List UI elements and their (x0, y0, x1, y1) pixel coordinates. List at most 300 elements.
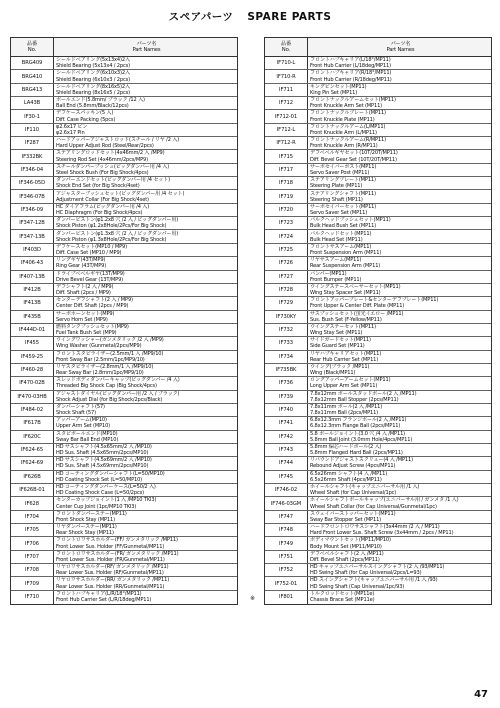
part-name (54, 351, 237, 363)
part-name-jp: ホイールシャフト(キャップユニバーサル用 /1 入) (310, 484, 420, 491)
table-row (11, 150, 237, 163)
part-name-en: Ball End (5.8mm/Black/12pcs) (56, 103, 129, 110)
part-name (308, 511, 491, 523)
part-name (308, 57, 491, 69)
part-name-jp: センターデフシャフト(2 入 / MP9) (56, 297, 133, 304)
part-name-en: Bulk Head Bush Set (MP11) (310, 223, 377, 230)
part-name (308, 431, 491, 443)
part-name-en: Chassis Brace Set (MP11e) (310, 597, 375, 604)
part-name (54, 217, 237, 229)
part-number: IF729 (265, 297, 308, 309)
table-row (265, 70, 491, 83)
rows-right (265, 57, 491, 604)
part-name-en: Sway Bar Stopper Set (MP11) (310, 516, 382, 523)
part-name-en: Front Knuckle Arm (R/MP11) (310, 143, 378, 150)
part-name-jp: ダンパーシャフト(57) (56, 404, 105, 411)
part-number: IF460-28 (11, 364, 54, 376)
part-number: IF735BK (265, 364, 308, 376)
part-name-jp: フロントナックルアームセット(MP11) (310, 97, 396, 104)
part-name (308, 524, 491, 536)
part-name-jp: サーボセイバーポスト(MP11) (310, 163, 377, 170)
table-row (11, 391, 237, 404)
part-number: IF741 (265, 417, 308, 429)
part-number: IF742 (265, 431, 308, 443)
table-row (265, 204, 491, 217)
part-number: IF705 (11, 524, 54, 536)
part-name-jp: リングギヤ(43T/MP9) (56, 257, 106, 264)
part-number: IF707 (11, 551, 54, 563)
part-name (54, 524, 237, 536)
part-name-jp: ダンパーピストン(φ1.3x8 穴 /2 入 / ビッグダンパー用) (56, 230, 179, 237)
table-row (265, 150, 491, 163)
header-no (11, 38, 54, 56)
part-name-en: Sus. Bush Set (F-Yellow/MP11) (310, 316, 382, 323)
table-row (11, 364, 237, 377)
header-name-jp: パーツ名 (136, 40, 157, 47)
part-name (54, 177, 237, 189)
part-name (308, 551, 491, 563)
table-row (11, 110, 237, 123)
part-name-en: Steering Plate (MP11) (310, 183, 363, 190)
part-number: IF710 (11, 591, 54, 604)
part-name-en: Front Shock Stay (MP11) (56, 516, 115, 523)
table-row (265, 337, 491, 350)
part-name-jp: ステアリングプレート(MP11) (310, 177, 376, 184)
part-name-jp: センターカップジョイント(1 入 /MP10 TKI3) (56, 497, 157, 504)
table-row (11, 284, 237, 297)
part-name-jp: サーボセイバーセット(MP11) (310, 203, 377, 210)
page-title (0, 9, 500, 24)
part-name-en: Wing Washer (Gunmetal/2pcs/MP9) (56, 343, 142, 350)
part-number: IF734 (265, 351, 308, 363)
part-name-jp: フロントナックルアーム(R/MP11) (310, 137, 386, 144)
part-name (308, 84, 491, 96)
table-row (265, 110, 491, 123)
table-row (11, 164, 237, 177)
part-name (308, 271, 491, 283)
table-row (11, 337, 237, 350)
part-number: IF719 (265, 190, 308, 202)
part-name-jp: フロントスタビライザー(2.5mm/1 入 /MP9/10) (56, 350, 164, 357)
part-name-en: HD Swing Shaft (for Cap Universal/2pcs/L=93) (310, 570, 422, 577)
part-name-jp: HD コーティングダンパーシャフト(L=50/MP10) (56, 470, 165, 477)
part-name (54, 271, 237, 283)
table-row (265, 364, 491, 377)
part-name (54, 417, 237, 429)
part-name-jp: フロントナックルプレート(MP11) (310, 110, 386, 117)
part-name (308, 564, 491, 576)
part-number: IF744 (265, 457, 308, 469)
part-name (54, 404, 237, 416)
part-number: IF710-R (265, 70, 308, 82)
part-name (54, 431, 237, 443)
part-name-en: Shock End Set (for Big Shock/4set) (56, 183, 140, 190)
part-number: IF725 (265, 244, 308, 256)
part-name (308, 591, 491, 604)
part-number: IF746-02 (265, 484, 308, 496)
part-number: IF706 (11, 537, 54, 549)
part-name-en: Shield Bearing (5x13x4 / 2pcs) (56, 63, 130, 70)
part-name (308, 230, 491, 242)
part-number: BRG409 (11, 57, 54, 69)
part-name (54, 497, 237, 509)
part-number: IF711 (265, 84, 308, 96)
table-row (265, 537, 491, 550)
part-name-jp: ボールエンド(5.8mm/ ブラック /12 入) (56, 97, 145, 104)
part-name (308, 110, 491, 122)
table-row (11, 324, 237, 337)
part-name (308, 217, 491, 229)
part-name-jp: デフベベルシャフト(2 入 /MP11) (310, 550, 384, 557)
part-number: IF332BK (11, 150, 54, 162)
part-name-en: Hard Upper Adjust Rod (Steel/Rear/2pcs) (56, 143, 154, 150)
part-name-en: Sway Bar Ball End (MP10) (56, 436, 119, 443)
part-number: IF743 (265, 444, 308, 456)
part-number: IF749 (265, 537, 308, 549)
part-name-jp: デフシャフト(2 入 / MP9) (56, 283, 114, 290)
table-row (11, 137, 237, 150)
part-name-en: Front Hub Carrier Set (L/R/18deg/MP11) (56, 597, 152, 604)
part-number: IF347-12B (11, 217, 54, 229)
part-number: IF718 (265, 177, 308, 189)
part-name-jp: フロントロワサスホルダー(FF/ ガンメタリック /MP11) (56, 537, 178, 544)
part-name-en: Servo Saver Set (MP11) (310, 209, 368, 216)
part-name-jp: フロントハブキャリア(L/18°/MP11) (310, 57, 391, 64)
table-row (11, 124, 237, 137)
part-name-jp: ボディマウントセット(MP11/MP10) (310, 537, 391, 544)
part-name (308, 417, 491, 429)
part-name-en: Shock Shaft (57) (56, 410, 96, 417)
part-name-en: Front Hub Carrier (L/18deg/MP11) (310, 63, 391, 70)
part-name-en: HD Sus. Shaft (4.5x69mm/2pcs/MP10) (56, 463, 149, 470)
table-header (265, 38, 491, 57)
part-name-jp: アジャストダイヤル(ビッグダンパー用 /2 入 / ブラック) (56, 390, 180, 397)
table-row (265, 311, 491, 324)
part-name-jp: シールドベアリング(6x10x3)2入 (56, 70, 130, 77)
part-name-en: Rear Hub Carrier Set (MP11) (310, 356, 379, 363)
table-row (11, 524, 237, 537)
part-name (54, 484, 237, 496)
header-name-en: Part Names (132, 47, 161, 53)
part-name-en: Diff. Case Packing (5pcs) (56, 116, 116, 123)
table-row (265, 97, 491, 110)
part-name-jp: スチールダンパーブッシュ(ビッグダンパー用 /4 入) (56, 163, 170, 170)
part-name (54, 337, 237, 349)
part-name-jp: ウイング(ブラック /MP11) (310, 363, 370, 370)
part-name-jp: バンパー(MP11) (310, 270, 347, 277)
header-name (308, 38, 491, 56)
part-name-jp: フロントダンパーステー(MP11) (56, 510, 127, 517)
part-name-jp: ウイングステースペーサーセット(MP11) (310, 283, 401, 290)
part-name-jp: HD キャップユニバーサルスイングシャフト(2 入 /93/MP11) (310, 564, 445, 571)
part-number: IF455 (11, 337, 54, 349)
table-row (11, 57, 237, 70)
part-name (308, 124, 491, 136)
table-row (11, 431, 237, 444)
table-row (265, 351, 491, 364)
part-name-jp: HD コーティングダンパーケース(L=50/2 入) (56, 484, 156, 491)
table-row (265, 271, 491, 284)
part-name-en: Fuel Tank Bush Set (MP9) (56, 330, 117, 337)
part-name-jp: ウイングステーセット(MP11) (310, 323, 376, 330)
part-number: IF715 (265, 150, 308, 162)
part-number: IF732 (265, 324, 308, 336)
part-number: IF712-01 (265, 110, 308, 122)
part-name (308, 311, 491, 323)
part-name-jp: リバウンドアジャストスクリュー(4 入 /MP11) (310, 457, 413, 464)
part-number: IF724 (265, 230, 308, 242)
part-number: IF704 (11, 511, 54, 523)
part-number: IF470-03HB (11, 391, 54, 403)
table-header (11, 38, 237, 57)
table-row (11, 230, 237, 243)
part-name (54, 284, 237, 296)
part-name-jp: アッパーアーム(MP10) (56, 417, 107, 424)
part-name (308, 190, 491, 202)
part-name-en: 6.5x26mm Shaft (4pcs/MP11) (310, 476, 382, 483)
part-name-en: Ring Gear (43T/MP9) (56, 263, 107, 270)
table-row (11, 351, 237, 364)
table-row (265, 497, 491, 510)
part-name (54, 457, 237, 469)
part-name-jp: ハードアッパーアジャストロッド(スチール / リヤ /2 入) (56, 137, 180, 144)
table-row (11, 457, 237, 470)
part-number: IF287 (11, 137, 54, 149)
header-name (54, 38, 237, 56)
part-number: IF470-02B (11, 377, 54, 389)
part-name-en: Rear Lower Sus. Holder (RF/Gunmetal/MP11) (56, 570, 164, 577)
table-row (11, 471, 237, 484)
part-name-jp: ダンパーピストン(φ1.2x8 穴 /2 入 / ビッグダンパー用) (56, 217, 179, 224)
part-number: IF624-69 (11, 457, 54, 469)
table-row (265, 511, 491, 524)
part-number: IF626B (11, 471, 54, 483)
part-name (308, 257, 491, 269)
note-mark: ※ (250, 595, 256, 602)
part-number: IF801 (265, 591, 308, 604)
part-number: IF110 (11, 124, 54, 136)
table-row (265, 57, 491, 70)
table-row (11, 257, 237, 270)
table-row (11, 497, 237, 510)
part-name-jp: 7.8x11mm ボール(2 入 /MP11) (310, 404, 383, 411)
part-number: IF484-02 (11, 404, 54, 416)
part-name-en: Front Knuckle Arm Set (MP11) (310, 103, 382, 110)
part-name-en: Front Lower Sus. Holder (FR/Gunmetal/MP11) (56, 556, 165, 563)
table-row (11, 190, 237, 203)
part-name (308, 337, 491, 349)
part-name (308, 297, 491, 309)
part-name-en: King Pin Set (MP11) (310, 89, 358, 96)
part-name (308, 150, 491, 162)
part-name-jp: HD スイングシャフト(キャップユニバーサル用 /1 入 /93) (310, 577, 438, 584)
part-name-jp: バルクヘッドセット(MP11) (310, 230, 372, 237)
part-name-jp: HC ダイアフラム(ビッグダンパー用 /4 入) (56, 203, 150, 210)
part-name (308, 177, 491, 189)
part-name (54, 244, 237, 256)
rows-left (11, 57, 237, 604)
part-number: IF407-13B (11, 271, 54, 283)
part-name (308, 164, 491, 176)
part-number: IF346-07B (11, 190, 54, 202)
part-number: IF709 (11, 577, 54, 589)
part-number: IF720 (265, 204, 308, 216)
part-name-jp: 燃料タンクブッシュセット(MP9) (56, 323, 129, 330)
table-row (11, 591, 237, 604)
part-name-en: Front Knuckle Arm (L/MP11) (310, 129, 377, 136)
part-number: IF712 (265, 97, 308, 109)
part-name (54, 564, 237, 576)
header-no-en: No. (281, 47, 291, 53)
part-name-en: Diff. Shaft (2pcs / MP9) (56, 290, 111, 297)
part-name-jp: デフケースセット(MP10 / MP9) (56, 243, 127, 250)
part-number: IF620C (11, 431, 54, 443)
part-number: IF723 (265, 217, 308, 229)
part-name-en: Front Bumper (MP11) (310, 276, 362, 283)
part-number: IF728 (265, 284, 308, 296)
table-row (11, 537, 237, 550)
part-number: IF717 (265, 164, 308, 176)
part-name (54, 297, 237, 309)
part-name (54, 377, 237, 389)
part-name-en: Side Guard Set (MP11) (310, 343, 365, 350)
table-row (11, 444, 237, 457)
part-name-jp: ウイングワッシャー(ガンメタリック /2 入 /MP9) (56, 337, 164, 344)
table-row (11, 417, 237, 430)
table-row (265, 444, 491, 457)
part-number: IF444D-01 (11, 324, 54, 336)
part-name (308, 284, 491, 296)
part-name (308, 537, 491, 549)
part-name-jp: フロントハブキャリア(R/18°/MP11) (310, 70, 392, 77)
table-row (11, 484, 237, 497)
part-number: IF733 (265, 337, 308, 349)
part-name-en: 7.8x11mm Ball (2pcs/MP11) (310, 410, 379, 417)
part-name-en: Front Hub Carrier (R/18deg/MP11) (310, 76, 392, 83)
part-number: IF435B (11, 311, 54, 323)
part-name (308, 484, 491, 496)
part-number: IF406-43 (11, 257, 54, 269)
page-title-en: SPARE PARTS (247, 11, 332, 23)
table-row (265, 417, 491, 430)
part-name-en: Hard Front Lower Sus. Shaft Screw (3x44mm / 2pcs / MP11) (310, 530, 454, 537)
table-row (11, 577, 237, 590)
table-row (11, 404, 237, 417)
part-name-en: Diff. Case Set (MP10 / MP9) (56, 249, 122, 256)
part-number: IF628 (11, 497, 54, 509)
part-name (54, 311, 237, 323)
table-row (265, 457, 491, 470)
part-number: IF730KY (265, 311, 308, 323)
part-name-jp: スウェイバーストッパーセット(MP11) (310, 510, 396, 517)
part-name (54, 97, 237, 109)
part-number: IF459-25 (11, 351, 54, 363)
part-number: IF626B-01 (11, 484, 54, 496)
part-number: IF708 (11, 564, 54, 576)
part-name (308, 324, 491, 336)
table-row (11, 84, 237, 97)
part-name-jp: リヤハブキャリアセット(MP11) (310, 350, 382, 357)
part-name-en: Front Lower Sus. Holder (FF/Gunmetal/MP11) (56, 543, 165, 550)
part-name-jp: リヤダンパーステー(MP11) (56, 524, 117, 531)
part-name-jp: 6.5x26mm シャフト(4 入 /MP11) (310, 470, 388, 477)
part-name-en: Wing (Black/MP11) (310, 370, 356, 377)
part-name-jp: デフベベルギヤセット(10T/20T/MP11) (310, 150, 398, 157)
part-number: IF712-L (265, 124, 308, 136)
table-row (265, 404, 491, 417)
part-name (308, 457, 491, 469)
part-name-jp: リヤサスアーム(MP11) (310, 257, 362, 264)
part-name-jp: サスブッシュセット(蛍光イエロー /MP11) (310, 310, 404, 317)
part-name-jp: バルクヘッドブッシュセット(MP11) (310, 217, 391, 224)
part-name-jp: 7.8x12mm ボールスタッドボール(2 入 /MP11) (310, 390, 417, 397)
part-name-jp: デフケースパッキン(5 入) (56, 110, 114, 117)
part-name (54, 471, 237, 483)
table-row (265, 524, 491, 537)
header-name-en: Part Names (386, 47, 415, 53)
part-name-jp: リヤロワサスホルダー(RF/ ガンメタリック /MP11) (56, 564, 169, 571)
part-number: IF346-04 (11, 164, 54, 176)
part-name (308, 577, 491, 589)
part-name-jp: ロングアッパーアームセット(MP11) (310, 377, 391, 384)
part-name-en: Wheel Shaft Collar (for Cap Universal/Gunmetal/1pc) (310, 503, 437, 510)
part-name-en: Diff. Bevel Gear Set (10T/20T/MP11) (310, 156, 397, 163)
part-name (54, 230, 237, 242)
part-name-en: Front Sway Bar (2.5mm/1pc/MP9/10) (56, 356, 145, 363)
part-name-jp: スタビボールエンド(MP10) (56, 430, 118, 437)
part-name-jp: φ2.6x17 ピン (56, 123, 88, 130)
part-name (54, 324, 237, 336)
part-name-en: Servo Saver Post (MP11) (310, 169, 370, 176)
part-name-en: Shield Bearing (6x10x3 / 2pcs) (56, 76, 130, 83)
part-name-jp: 6.8x12.3mm フランジボール(2 入 /MP11) (310, 417, 407, 424)
part-name (308, 391, 491, 403)
part-number: IF751 (265, 551, 308, 563)
table-row (265, 431, 491, 444)
table-row (265, 297, 491, 310)
part-name-en: Diff. Bevel Shaft (2pcs/MP11) (310, 556, 380, 563)
header-no-jp: 品番 (26, 40, 38, 47)
header-no (265, 38, 308, 56)
part-number: IF617B (11, 417, 54, 429)
part-name-jp: フロントロワサスホルダー(FR/ ガンメタリック /MP11) (56, 550, 179, 557)
part-number: LA43B (11, 97, 54, 109)
part-name-jp: ホイールシャフトボールキャップ(ユニバーサル用 / ガンメタ /1 入) (310, 497, 459, 504)
part-name-en: Front Knuckle Plate (MP11) (310, 116, 375, 123)
part-name (54, 391, 237, 403)
part-name-en: Upper Arm Set (MP10) (56, 423, 111, 430)
part-name-en: Front Suspension Arm (MP11) (310, 249, 382, 256)
part-number: IF739 (265, 391, 308, 403)
part-name-jp: ステアリングシャフト(MP11) (310, 190, 376, 197)
part-name-en: 5.8mm Ball Joint (3.0mm Hole/4pcs/MP11) (310, 436, 413, 443)
header-no-en: No. (27, 47, 37, 53)
part-name (308, 364, 491, 376)
page-number: 47 (474, 689, 488, 700)
part-name (54, 204, 237, 216)
table-row (265, 124, 491, 137)
table-row (265, 377, 491, 390)
part-name-jp: アジャスターブッシュセット(ビッグダンパー用 /4 セット) (56, 190, 185, 197)
part-name-jp: リヤロワサスホルダー(RR/ ガンメタリック /MP11) (56, 577, 170, 584)
part-number: IF413B (11, 297, 54, 309)
part-name-en: Steering Rod Set (4x46mm/2pcs/MP9) (56, 156, 148, 163)
table-row (265, 164, 491, 177)
part-name-en: HC Diaphragm (For Big Shock/4pcs) (56, 209, 143, 216)
table-row (265, 190, 491, 203)
part-number: IF624-65 (11, 444, 54, 456)
part-name (54, 511, 237, 523)
